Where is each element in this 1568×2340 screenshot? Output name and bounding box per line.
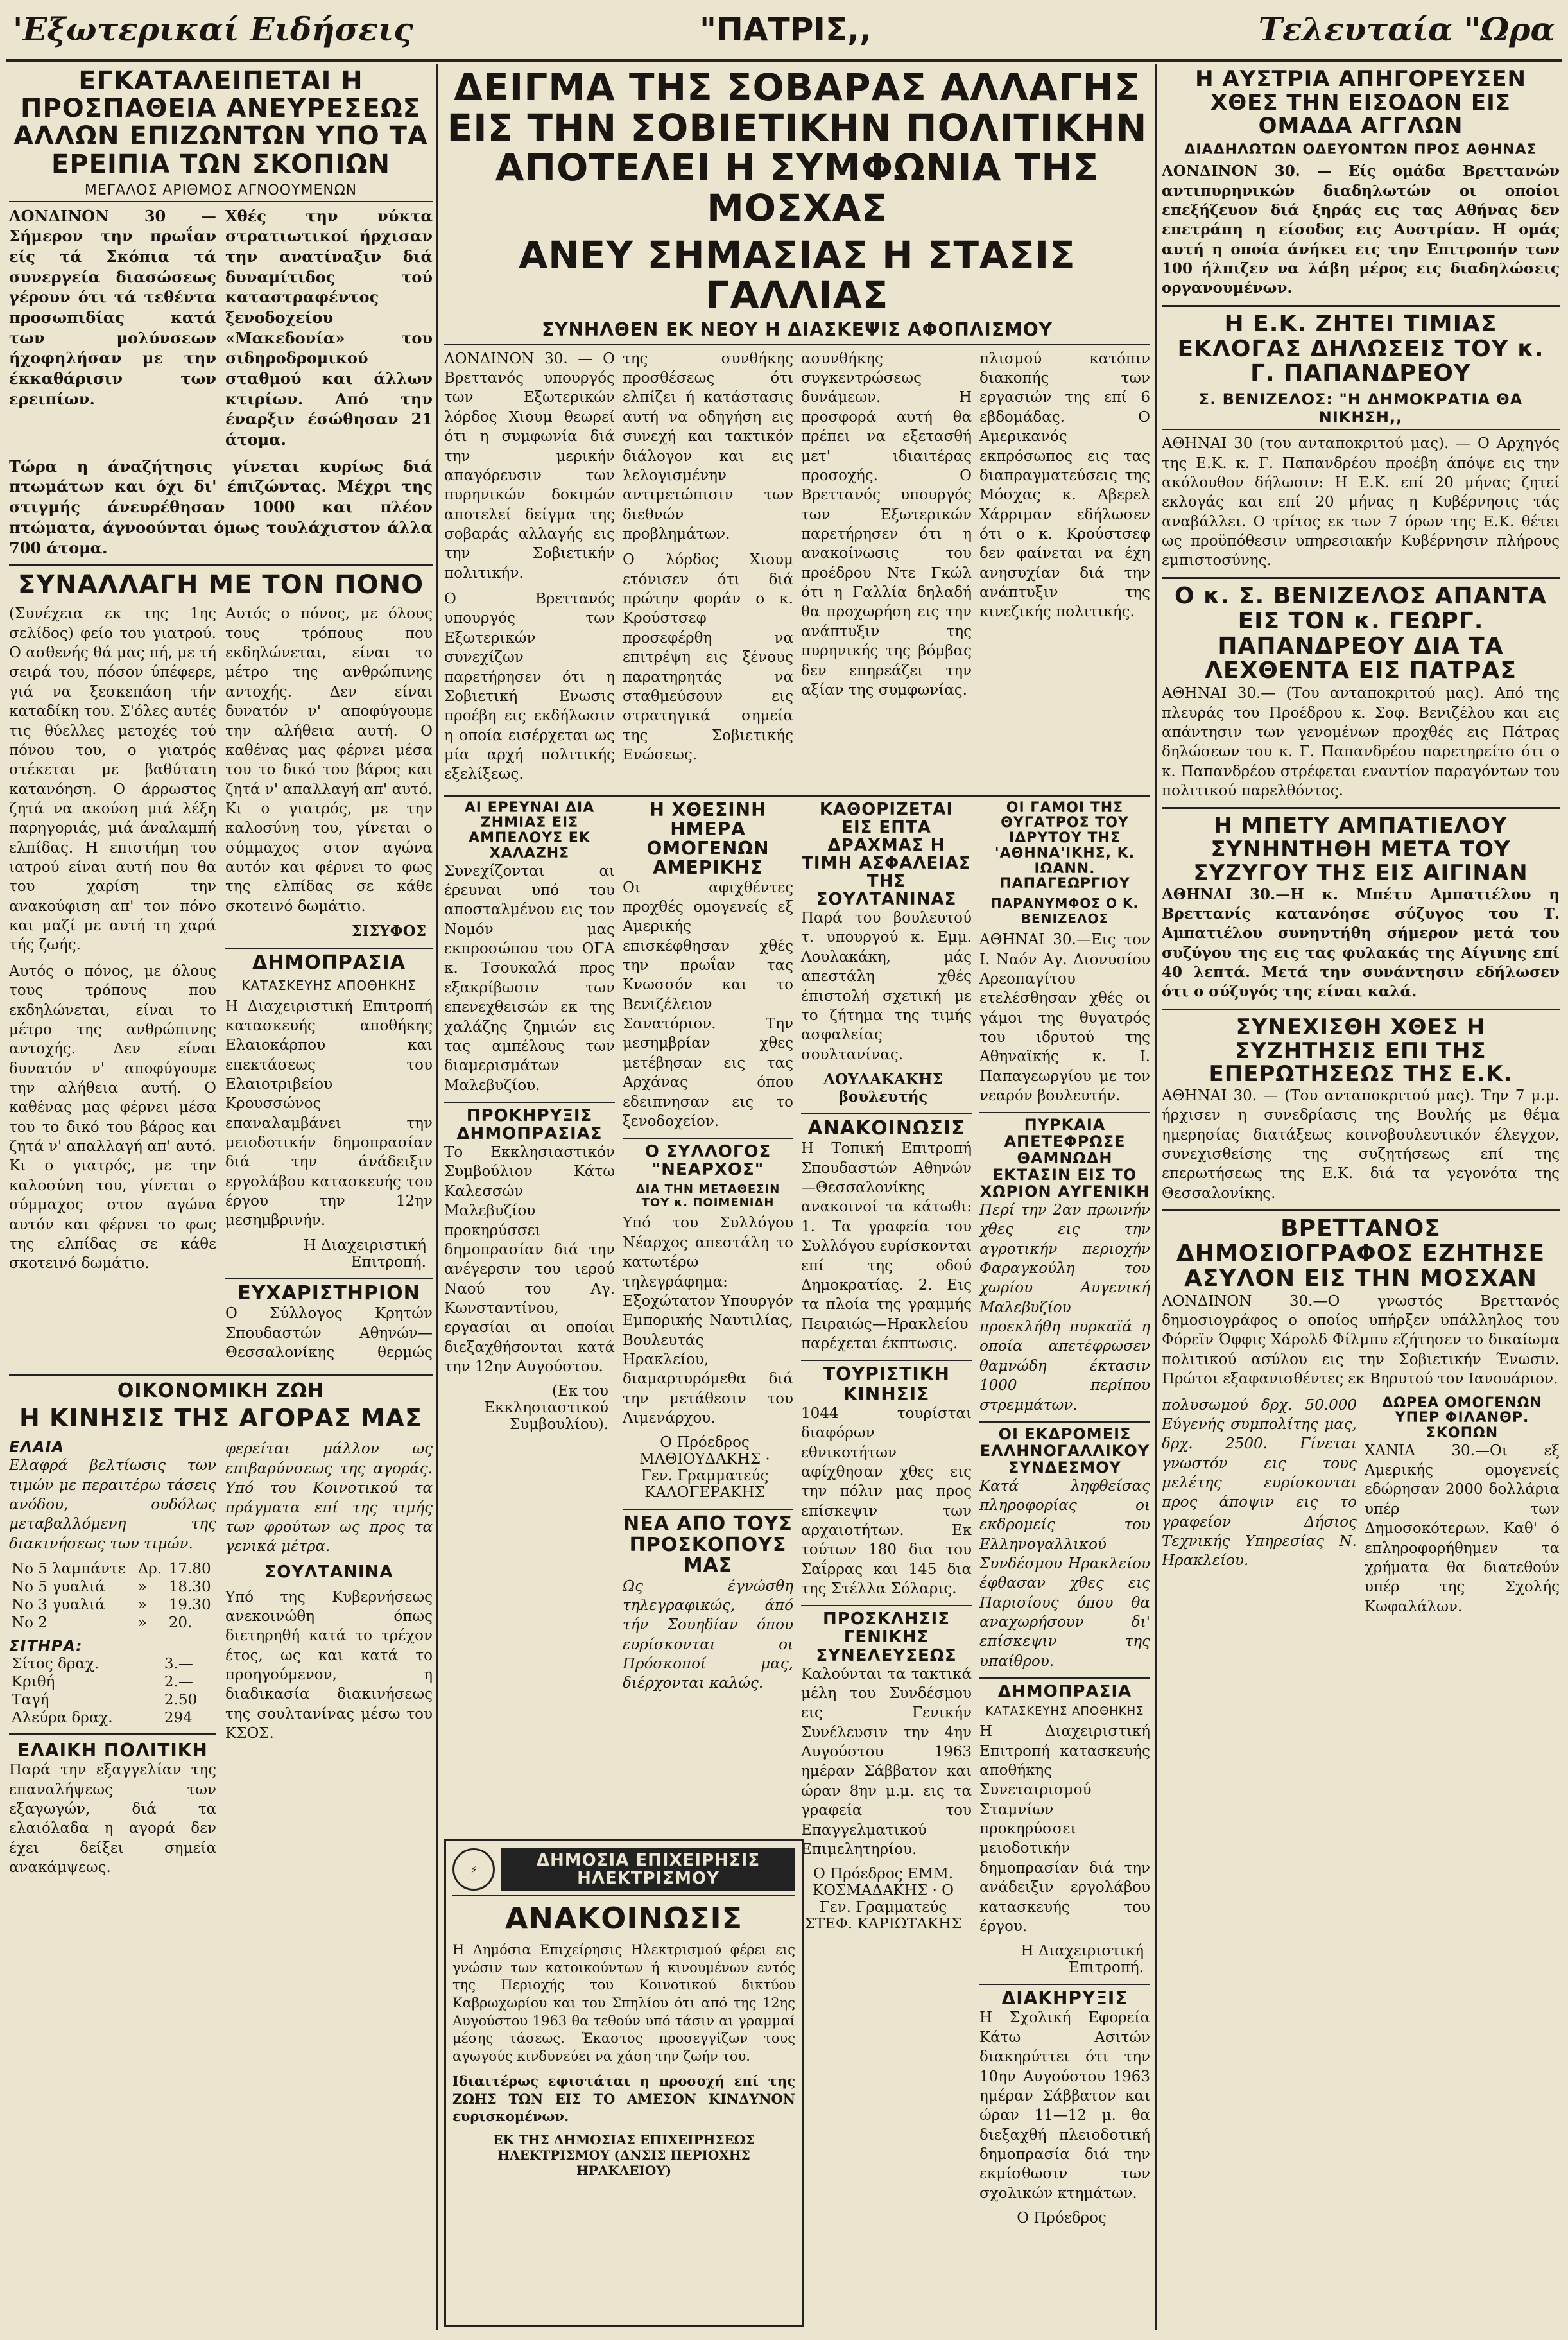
story-signature: Ο Πρόεδρος ΕΜΜ. ΚΟΣΜΑΔΑΚΗΣ · Ο Γεν. Γραμματεύς ΣΤΕΦ. ΚΑΡΙΩΤΑΚΗΣ	[804, 1866, 962, 1933]
section-label-foreign-news: 'Εξωτερικαί Ειδήσεις	[13, 10, 413, 48]
subhead-missing: ΜΕΓΑΛΟΣ ΑΡΙΘΜΟΣ ΑΓΝΟΟΥΜΕΝΩΝ	[9, 182, 433, 202]
ad-text: Η Διαχειριστική Επιτροπή κατασκευής αποθήκης Ελαιοκάρπου και επεκτάσεως του Ελαιοτριβείου Κρουσσώνος επαναλαμβάνει την μειοδοτικήν δημοπρασίαν διά την άνάδειξιν εργολάβου κατασκευής του έργου την 12ην μεσημβρινήν.	[225, 998, 433, 1229]
article-text: Χθές την νύκτα στρατιωτικοί ήρχισαν την ανατίναξιν διά δυναμίτιδος τού καταστραφέντος ξενοδοχείου «Μακεδονία» του σιδηροδρομικού σταθμού και άλλων κτιρίων. Από την έναρξιν έσώθησαν 21 άτομα.	[225, 206, 433, 449]
sultana-title: ΣΟΥΛΤΑΝΙΝΑ	[264, 1562, 393, 1582]
ad-text: Η Σχολική Εφορεία Κάτω Ασιτών διακηρύττει ότι την 10ην Αυγούστου 1963 ημέραν Σάββατον και ώραν 11—12 μ. θα διεξαχθή πλειοδοτική δημοπρασία διά την εκμίσθωσιν των σχολικών κτημάτων.	[979, 2009, 1150, 2202]
sultana-text: Υπό της Κυβερνήσεως ανεκοινώθη όπως διετηρηθή κατά το τρέχον έτος, ως και κατά το προηγούμενον, η διαδικασία διακινήσεως της σουλτανίνας μέσω του ΚΣΟΣ.	[225, 1588, 433, 1742]
ad-title: ΔΗΜΟΠΡΑΣΙΑ	[997, 1682, 1132, 1702]
headline-ek-elections: Η Ε.Κ. ΖΗΤΕΙ ΤΙΜΙΑΣ ΕΚΛΟΓΑΣ ΔΗΛΩΣΕΙΣ ΤΟΥ κ. Γ. ΠΑΠΑΝΔΡΕΟΥ	[1177, 310, 1544, 387]
story-title: ΝΕΑ ΑΠΟ ΤΟΥΣ ΠΡΟΣΚΟΠΟΥΣ ΜΑΣ	[623, 1512, 793, 1577]
announcement-title: ΑΝΑΚΟΙΝΩΣΙΣ	[807, 1117, 965, 1140]
market-section	[9, 1374, 433, 2330]
ad-subtitle: ΚΑΤΑΣΚΕΥΗΣ ΑΠΟΘΗΚΗΣ	[241, 977, 417, 993]
ad-subtitle: ΚΑΤΑΣΚΕΥΗΣ ΑΠΟΘΗΚΗΣ	[985, 1704, 1144, 1719]
headline-philby: ΒΡΕΤΤΑΝΟΣ ΔΗΜΟΣΙΟΓΡΑΦΟΣ ΕΖΗΤΗΣΕ ΑΣΥΛΟΝ ΕΙΣ ΤΗΝ ΜΟΣΧΑΝ	[1176, 1215, 1546, 1292]
article-text: πολυσωμού δρχ. 50.000 Εύγενής συμπολίτης μας, δρχ. 2500. Γίνεται γνωστόν εις τους μελέτης ευρίσκονται προς άποψιν εις το γραφείον Δήσιος Τεχνικής Υπηρεσίας Ν. Ηρακλείου.	[1162, 1396, 1357, 1570]
story-text: Υπό του Συλλόγου Νέαρχος απεστάλη το κατωτέρω τηλεγράφημα: Εξοχώτατον Υπουργόν Εμπορικής Ναυτιλίας, Βουλευτάς Ηρακλείου, διαμαρτυρόμεθα διά την μετάθεσιν του Λιμενάρχου.	[623, 1215, 793, 1427]
story-text: Οι αφιχθέντες προχθές ομογενείς εξ Αμερικής επισκέφθησαν χθές την πρωΐαν τας Κνωσσόν και το Βενιζέλειον Σανατόριον. Την μεσημβρίαν χθες μετέβησαν εις τας Αρχάνας όπου εδειπνησαν εις το ξενοδοχείον.	[623, 879, 793, 1130]
column-divider	[436, 64, 438, 2330]
article-text: πλισμού κατόπιν διακοπής των εργασιών της επί 6 εβδομάδας. Ο Αμερικανός εκπρόσωπος εις τας διαπραγματεύσεις της Μόσχας κ. Αβερελ Χάρριμαν εδήλωσεν ότι ο κ. Κρούστσεφ δεν φαίνεται να έχη ανησυχίαν διά την ανάπτυξιν της κινεζικής πολιτικής.	[979, 350, 1150, 621]
table-row: Νο 5 λαμπάντε Δρ. 17.80	[12, 1561, 211, 1578]
story-text: Ως έγνώσθη τηλεγραφικώς, άπό τήν Σουηδίαν όπου ευρίσκονται οι Πρόσκοποί μας, διέρχονται καλώς.	[623, 1577, 793, 1692]
ad-signature: Η Διαχειριστική Επιτροπή.	[303, 1236, 426, 1270]
article-text: ΛΟΝΔΙΝΟΝ 30.—Ο γνωστός Βρεττανός δημοσιογράφος ο οποίος υπήρξεν υπάλληλος του Φόρεϊν Όφφις Χάρολδ Φίλμπυ εζήτησεν το δικαίωμα πολιτικού ασύλου εις την Σοβιετικήν Ένωσιν. Πρώτοι εξαφανισθέντες εκ Βηρυτού τον Ιανουάριον.	[1162, 1292, 1560, 1388]
ad-signature: Η Διαχειριστική Επιτροπή.	[1021, 1943, 1144, 1977]
article-text: ΑΘΗΝΑΙ 30 (του ανταποκριτού μας). — Ο Αρχηγός της Ε.Κ. κ. Γ. Παπανδρέου προέβη άπόψε εις την ακόλουθον δήλωσιν: Η Ε.Κ. επί 20 μήνας ζητεί εκλογάς και επί 20 μήνας η Κυβέρνησις τάς αναβάλλει. Ο τρίτος εκ των 7 όρων της Ε.Κ. θέτει ως προϋπόθεσιν υπηρεσιακήν Κυβέρνησιν πλήρους εμπιστοσύνης.	[1162, 435, 1560, 569]
table-row: Νο 3 γυαλιά » 19.30	[12, 1597, 211, 1614]
story-text: ΧΑΝΙΑ 30.—Οι εξ Αμερικής ομογενείς εδώρησαν 2000 δολλάρια υπέρ των Δημοσοκότερων. Καθ' ό επληροφορήθημεν τα χρήματα θα διατεθούν υπέρ της Σχολής Κωφαλάλων.	[1365, 1442, 1560, 1615]
market-text: φερείται μάλλον ως επιβαρύνσεως της αγοράς. Υπό του Κοινοτικού τα πράγματα επί της τιμής των φρούτων ως προς τα γενικά μέτρα.	[225, 1441, 433, 1556]
oil-text: Ελαφρά βελτίωσις των τιμών με περαιτέρω τάσεις ανόδου, ουδόλως μεταβαλλόμενη της διακινήσεως των τιμών.	[9, 1457, 216, 1552]
story-subtitle: ΠΑΡΑΝΥΜΦΟΣ Ο Κ. ΒΕΝΙΖΕΛΟΣ	[990, 896, 1139, 927]
story-signature: (Εκ του Εκκλησιαστικού Συμβουλίου).	[484, 1383, 608, 1434]
story-signature: ΛΟΥΛΑΚΑΚΗΣ βουλευτής	[823, 1071, 943, 1105]
dei-logo-icon: ⚡	[452, 1848, 495, 1891]
newspaper-title: "ΠΑΤΡΙΣ,,	[700, 11, 872, 48]
headline-ambatielou: Η ΜΠΕΤΥ ΑΜΠΑΤΙΕΛΟΥ ΣΥΝΗΝΤΗΘΗ ΜΕΤΑ ΤΟΥ ΣΥΖΥΓΟΥ ΤΗΣ ΕΙΣ ΑΙΓΙΝΑΝ	[1193, 813, 1528, 886]
story-title: Ο ΣΥΛΛΟΓΟΣ "ΝΕΑΡΧΟΣ"	[644, 1142, 771, 1180]
story-title: ΟΙ ΓΑΜΟΙ ΤΗΣ ΘΥΓΑΤΡΟΣ ΤΟΥ ΙΔΡΥΤΟΥ ΤΗΣ 'ΑΘΗΝΑ'ΙΚΗΣ, Κ. ΙΩΑΝΝ. ΠΑΠΑΓΕΩΡΓΙΟΥ	[994, 799, 1135, 892]
headline-skopje: ΕΓΚΑΤΑΛΕΙΠΕΤΑΙ Η ΠΡΟΣΠΑΘΕΙΑ ΑΝΕΥΡΕΣΕΩΣ ΑΛΛΩΝ ΕΠΙΖΩΝΤΩΝ ΥΠΟ ΤΑ ΕΡΕΙΠΙΑ ΤΩΝ ΣΚΟΠΙΩΝ	[13, 67, 428, 179]
article-signature: ΣΙΣΥΦΟΣ	[351, 923, 426, 940]
article-text: ΑΘΗΝΑΙ 30.— (Του ανταποκριτού μας). Από της πλευράς του Προέδρου κ. Σοφ. Βενιζέλου και εις απάντησιν των γενομένων προχθές εις Πάτρας δηλώσεων του κ. Γ. Παπανδρέου παρετηρείτο ότι ο κ. Παπανδρέου στρέφεται εναντίον παραγόντων του πολιτικού παρελθόντος.	[1162, 685, 1560, 800]
story-text: Περί την 2αν πρωινήν χθες εις την αγροτικήν περιοχήν Φαραγκούλη του χωρίου Αυγενική Μαλεβυζίου προεκλήθη πυρκαϊά η οποία απετέφρωσεν θαμνώδη έκτασιν 1000 περίπου στρεμμάτων.	[979, 1201, 1150, 1414]
ad-title: ΔΙΑΚΗΡΥΞΙΣ	[1001, 1988, 1128, 2009]
oil-price-table	[9, 1560, 216, 1632]
story-text: Παρά του βουλευτού τ. υπουργού κ. Εμμ. Λουλακάκη, μάς απεστάλη χθές έπιστολή σχετική με το ζήτημα της τιμής ασφαλείας σουλτανίνας.	[801, 910, 972, 1063]
story-text: Το Εκκλησιαστικόν Συμβούλιον Κάτω Καλεσσών Μαλεβυζίου προκηρύσσει δημοπρασίαν διά την ανέγερσιν του ιερού Ναού του Αγ. Κωνσταντίνου, εργασίαι αι οποίαι διεξαχθήσονται κατά την 12ην Αυγούστου.	[444, 1144, 615, 1376]
article-text: Αυτός ο πόνος, με όλους τους τρόπους που εκδηλώνεται, είναι το μέτρο της ανθρώπινης αντοχής. Δεν είναι δυνατόν ν' αποφύγουμε την αλήθεια αυτή. Ο καθένας μας φέρνει μέσα του το δικό του βάρος και ζητά ν' απαλλαγή απ' αυτό. Κι ο γιατρός, με την καλοσύνη του, γίνεται ο σύμμαχος στον αγώνα αυτόν και φέρνει το φως της ελπίδας σε κάθε σκοτεινό δωμάτιο.	[225, 605, 433, 915]
electricity-warning: Ιδιαιτέρως εφιστάται η προσοχή επί της ΖΩΗΣ ΤΩΝ ΕΙΣ ΤΟ ΑΜΕΣΟΝ ΚΙΝΔΥΝΟΝ ευρισκομένων.	[452, 2072, 795, 2125]
table-row: Σίτος δραχ. 3.—	[12, 1656, 193, 1673]
column-divider	[1155, 64, 1157, 2330]
electricity-title: ΔΗΜΟΣΙΑ ΕΠΙΧΕΙΡΗΣΙΣ ΗΛΕΚΤΡΙΣΜΟΥ	[501, 1848, 795, 1891]
story-title: ΔΩΡΕΑ ΟΜΟΓΕΝΩΝ ΥΠΕΡ ΦΙΛΑΝΘΡ. ΣΚΟΠΩΝ	[1382, 1394, 1542, 1442]
article-text: ΛΟΝΔΙΝΟΝ 30. — Είς ομάδα Βρεττανών αντιπυρηνικών διαδηλωτών οι οποίοι επεξήζευον διά ξηράς εις τας Αθήνας δεν επετράπη η είσοδος εις Αυστρίαν. Η ομάς αυτή η οποία άνήκει εις την Επιτροπήν των 100 ήλπιζεν να λάβη μέρος εις διαδηλώσεις οργανουμένων.	[1162, 162, 1560, 297]
section-label-latest-news: Τελευταία "Ωρα	[1258, 10, 1555, 48]
article-text: ΑΘΗΝΑΙ 30. — (Του ανταποκριτού μας). Την 7 μ.μ. ήρχισεν η συνεδρίασις της Βουλής με θέμα ημερησίας διατάξεως κοινοβουλευτικόν έλεγχον, συνεχισθείσης της συζητήσεως επί της επερωτήσεως της Ε.Κ. διά τα γεγονότα της Θεσσαλονίκης.	[1162, 1087, 1560, 1202]
header-rule	[6, 59, 1562, 62]
main-headline-line1: ΔΕΙΓΜΑ ΤΗΣ ΣΟΒΑΡΑΣ ΑΛΛΑΓΗΣ	[454, 67, 1141, 109]
article-text: Ο Βρεττανός υπουργός των Εξωτερικών συνεχίζων παρετήρησεν ότι η Σοβιετική Ενωσις προέβη εις εκδήλωσιν η οποία εισέρχεται ως μία αρχή πολιτικής εξελίξεως.	[444, 591, 615, 783]
story-title: ΚΑΘΟΡΙΖΕΤΑΙ ΕΙΣ ΕΠΤΑ ΔΡΑΧΜΑΣ Η ΤΙΜΗ ΑΣΦΑΛΕΙΑΣ ΤΗΣ ΣΟΥΛΤΑΝΙΝΑΣ	[802, 799, 971, 910]
story-text: 1044 τουρίσται διαφόρων εθνικοτήτων αφίχθησαν χθες εις την πόλιν μας προς επίσκεψιν των αρχαιοτήτων. Εκ τούτων 180 δια του Σαΐρρας και 145 δια της Στέλλα Σόλαρις.	[801, 1405, 972, 1598]
article-text: Τώρα η άναζήτησις γίνεται κυρίως διά πτωμάτων και όχι δι' έπιζώντας. Μέχρι της στιγμής άνευρέθησαν 1000 και πλέον πτώματα, άγνοούνται όμως τουλάχιστον άλλα 700 άτομα.	[9, 456, 433, 557]
right-column	[1162, 67, 1560, 2330]
article-text: ασυνθήκης συγκεντρώσεως δυνάμεων. Η προσφορά αυτή θα πρέπει να εξετασθή μετ' ιδιαιτέρας προσοχής. Ο Βρεττανός υπουργός των Εξωτερικών παρετήρησεν ότι η ανακοίνωσις του προέδρου Ντε Γκώλ ότι η Γαλλία δηλαδή θα προχωρήση εις την ανάπτυξιν της πυρηνικής της βόμβας δεν επηρεάζει την αξίαν της συμφωνίας.	[801, 350, 972, 698]
story-title: ΠΡΟΣΚΛΗΣΙΣ ΓΕΝΙΚΗΣ ΣΥΝΕΛΕΥΣΕΩΣ	[816, 1609, 957, 1665]
story-text: Καλούνται τα τακτικά μέλη του Συνδέσμου εις Γενικήν Συνέλευσιν την 4ην Αυγούστου 1963 ημέραν Σάββατον και ώραν 8ην μ.μ. εις τα γραφεία του Επαγγελματικού Επιμελητηρίου.	[801, 1665, 972, 1858]
main-headline-line4: ΑΝΕΥ ΣΗΜΑΣΙΑΣ Η ΣΤΑΣΙΣ ΓΑΛΛΙΑΣ	[519, 232, 1076, 317]
electricity-signature: ΕΚ ΤΗΣ ΔΗΜΟΣΙΑΣ ΕΠΙΧΕΙΡΗΣΕΩΣ ΗΛΕΚΤΡΙΣΜΟΥ (ΔΝΣΙΣ ΠΕΡΙΟΧΗΣ ΗΡΑΚΛΕΙΟΥ)	[493, 2132, 755, 2179]
story-subtitle: ΔΙΑ ΤΗΝ ΜΕΤΑΘΕΣΙΝ ΤΟΥ κ. ΠΟΙΜΕΝΙΔΗ	[635, 1183, 780, 1210]
table-row: Ταγή 2.50	[12, 1692, 198, 1709]
subhead-venizelos: Σ. ΒΕΝΙΖΕΛΟΣ: "Η ΔΗΜΟΚΡΑΤΙΑ ΘΑ ΝΙΚΗΣΗ,,	[1162, 390, 1560, 430]
story-text: ΑΘΗΝΑΙ 30.—Εις τον Ι. Ναόν Αγ. Διονυσίου Αρεοπαγίτου ετελέσθησαν χθές οι γάμοι της θυγατρός του ιδρυτού της Αθηναϊκής κ. Ι. Παπαγεωργίου με τον νεαρόν βουλευτήν.	[979, 932, 1150, 1105]
left-column	[9, 67, 433, 1364]
electricity-notice	[444, 1839, 804, 2327]
headline-parliament: ΣΥΝΕΧΙΣΘΗ ΧΘΕΣ Η ΣΥΖΗΤΗΣΙΣ ΕΠΙ ΤΗΣ ΕΠΕΡΩΤΗΣΕΩΣ ΤΗΣ Ε.Κ.	[1209, 1014, 1513, 1088]
ad-title: ΕΥΧΑΡΙΣΤΗΡΙΟΝ	[237, 1281, 420, 1304]
table-row: Νο 2 » 20.	[12, 1615, 193, 1632]
ad-text: Η Διαχειριστική Επιτροπή κατασκευής αποθήκης Συνεταιρισμού Σταμνίων προκηρύσσει μειοδοτικήν δημοπρασίαν διά την ανάδειξιν εργολάβου κατασκευής του έργου.	[979, 1723, 1150, 1935]
electricity-announcement-title: ΑΝΑΚΟΙΝΩΣΙΣ	[504, 1901, 743, 1936]
article-text: της συνθήκης προσθέσεως ότι ελπίζει ή κατάστασις αυτή να οδηγήση εις συνεχή και τακτικόν διάλογον και εις λελογισμένην αντιμετώπισιν των διεθνών προβλημάτων.	[623, 350, 793, 542]
olive-policy-text: Παρά την εξαγγελίαν της επαναλήψεως των εξαγωγών, διά τα ελαιόλαδα η αγορά δεν έχει δείξει σημεία ανακάμψεως.	[9, 1762, 216, 1876]
ad-title: ΔΗΜΟΠΡΑΣΙΑ	[252, 951, 406, 975]
article-text: Ο λόρδος Χιουμ ετόνισεν ότι διά πρώτην φοράν ο κ. Κρούστσεφ προσεφέρθη να επιτρέψη εις ξένους παρατηρητάς να σταθμεύσουν εις στρατηγικά σημεία της Σοβιετικής Ενώσεως.	[623, 551, 793, 763]
story-text: Κατά ληφθείσας πληροφορίας οι εκδρομείς του Ελληνογαλλικού Συνδέσμου Ηρακλείου έφθασαν χθες εις Παρισίους όπου θα αναχωρήσουν δι' επίσκεψιν της υπαίθρου.	[979, 1477, 1150, 1670]
announcement-text: Η Τοπική Επιτροπή Σπουδαστών Αθηνών—Θεσσαλονίκης ανακοινοί τα κάτωθι: 1. Τα γραφεία του Συλλόγου ευρίσκονται επί της οδού Δημοκρατίας. 2. Εις τα πλοία της γραμμής Πειραιώς—Ηρακλείου παρέχεται έκπτωσις.	[801, 1140, 972, 1352]
olive-policy-title: ΕΛΑΙΚΗ ΠΟΛΙΤΙΚΗ	[17, 1740, 208, 1762]
story-title: ΠΥΡΚΑΙΑ ΑΠΕΤΕΦΡΩΣΕ ΘΑΜΝΩΔΗ ΕΚΤΑΣΙΝ ΕΙΣ ΤΟ ΧΩΡΙΟΝ ΑΥΓΕΝΙΚΗ	[979, 1116, 1150, 1201]
story-title: ΟΙ ΕΚΔΡΟΜΕΙΣ ΕΛΛΗΝΟΓΑΛΛΙΚΟΥ ΣΥΝΔΕΣΜΟΥ	[979, 1425, 1150, 1477]
story-title: ΠΡΟΚΗΡΥΞΙΣ ΔΗΜΟΠΡΑΣΙΑΣ	[456, 1105, 603, 1144]
headline-pain: ΣΥΝΑΛΛΑΓΗ ΜΕ ΤΟΝ ΠΟΝΟ	[17, 570, 424, 600]
main-headline-line2: ΕΙΣ ΤΗΝ ΣΟΒΙΕΤΙΚΗΝ ΠΟΛΙΤΙΚΗΝ	[447, 105, 1148, 150]
table-row: Αλεύρα δραχ. 294	[12, 1710, 193, 1727]
headline-austria: Η ΑΥΣΤΡΙΑ ΑΠΗΓΟΡΕΥΣΕΝ ΧΘΕΣ ΤΗΝ ΕΙΣΟΔΟΝ ΕΙΣ ΟΜΑΔΑ ΑΓΓΛΩΝ	[1195, 67, 1526, 139]
ad-signature: Ο Πρόεδρος	[1017, 2210, 1107, 2227]
table-row: Νο 5 γυαλιά » 18.30	[12, 1579, 211, 1596]
market-title: Η ΚΙΝΗΣΙΣ ΤΗΣ ΑΓΟΡΑΣ ΜΑΣ	[19, 1404, 422, 1433]
ad-text: Ο Σύλλογος Κρητών Σπουδαστών Αθηνών—Θεσσαλονίκης θερμώς	[225, 1305, 433, 1361]
center-column	[444, 67, 1150, 2330]
electricity-text: Η Δημόσια Επιχείρησις Ηλεκτρισμού φέρει εις γνώσιν των κατοικούντων ή κινουμένων εντός της Περιοχής του Κοινοτικού δικτύου Καβρωχωρίου και του Σπηλίου ότι από της 12ης Αυγούστου 1963 θα τεθούν υπό τάσιν αι γραμμαί μέσης τάσεως. Έκαστος προσεγγίζων τους αγωγούς κινδυνεύει να χάση την ζωήν του.	[452, 1941, 795, 2065]
subhead-austria: ΔΙΑΔΗΛΩΤΩΝ ΟΔΕΥΟΝΤΩΝ ΠΡΟΣ ΑΘΗΝΑΣ	[1184, 142, 1537, 159]
story-text: Συνεχίζονται αι έρευναι υπό του αποσταλμένου εις τον Νομόν μας εκπροσώπου του ΟΓΑ κ. Τσουκαλά προς εξακρίβωσιν των επενεχθεισών εκ της χαλάζης ζημιών εις τας αμπέλους των διαμερισμάτων Μαλεβυζίου.	[444, 862, 615, 1094]
story-title: ΤΟΥΡΙΣΤΙΚΗ ΚΙΝΗΣΙΣ	[823, 1364, 950, 1405]
main-headline-line3: ΑΠΟΤΕΛΕΙ Η ΣΥΜΦΩΝΙΑ ΤΗΣ ΜΟΣΧΑΣ	[495, 146, 1099, 230]
market-label: ΟΙΚΟΝΟΜΙΚΗ ΖΩΗ	[117, 1380, 325, 1402]
grain-title: ΣΙΤΗΡΑ:	[9, 1637, 83, 1656]
oil-title: ΕΛΑΙΑ	[9, 1438, 65, 1457]
article-text: Αυτός ο πόνος, με όλους τους τρόπους που εκδηλώνεται, είναι το μέτρο της ανθρώπινης αντοχής. Δεν είναι δυνατόν ν' αποφύγουμε την αλήθεια αυτή. Ο καθένας μας φέρνει μέσα του το δικό του βάρος και ζητά ν' απαλλαγή απ' αυτό. Κι ο γιατρός, με την καλοσύνη του, γίνεται ο σύμμαχος στον αγώνα αυτόν και φέρνει το φως της ελπίδας σε κάθε σκοτεινό δωμάτιο.	[9, 962, 216, 1272]
story-title: Η ΧΘΕΣΙΝΗ ΗΜΕΡΑ ΟΜΟΓΕΝΩΝ ΑΜΕΡΙΚΗΣ	[646, 799, 770, 879]
table-row: Κριθή 2.—	[12, 1674, 193, 1691]
article-text: ΑΘΗΝΑΙ 30.—Η κ. Μπέτυ Αμπατιέλου η Βρεττανίς κατανόησε σύζυγος του Τ. Αμπατιέλου συνηντήθη σήμερον μετά του συζύγου της εις τας φυλακάς της Αίγινης επί 40 λεπτά. Μετά την συνάντησιν εδήλωσεν ότι ο σύζυγός της είναι καλά.	[1162, 885, 1560, 1001]
headline-venizelos-reply: Ο κ. Σ. ΒΕΝΙΖΕΛΟΣ ΑΠΑΝΤΑ ΕΙΣ ΤΟΝ κ. ΓΕΩΡΓ. ΠΑΠΑΝΔΡΕΟΥ ΔΙΑ ΤΑ ΛΕΧΘΕΝΤΑ ΕΙΣ ΠΑΤΡΑΣ	[1175, 582, 1547, 684]
article-text: (Συνέχεια εκ της 1ης σελίδος) φείο του γιατρού. Ο ασθενής θά μας πή, με τή σειρά του, πόσον ύπέφερε, γιά να ξεσκεπάση τήν καταδίκη του. Σ'όλες αυτές τις θύελλες μετοχές τού πόνου του, ο γιατρός στέκεται με βαθύτατη κατανόηση. Ο άρρωστος ζητά να ακούση μιά λέξη παρηγοριάς, μιά άναλαμπή ελπίδας. Η επιστήμη του ιατρού είναι αυτή που θα του χαρίση την ανακούφιση απ' τον πόνο και μαζί με αυτή τη χαρά τής ζωής.	[9, 605, 216, 954]
main-subhead: ΣΥΝΗΛΘΕΝ ΕΚ ΝΕΟΥ Η ΔΙΑΣΚΕΨΙΣ ΑΦΟΠΛΙΣΜΟΥ	[444, 319, 1150, 345]
story-title: ΑΙ ΕΡΕΥΝΑΙ ΔΙΑ ΖΗΜΙΑΣ ΕΙΣ ΑΜΠΕΛΟΥΣ ΕΚ ΧΑΛΑΖΗΣ	[464, 799, 595, 862]
grain-price-table	[9, 1655, 216, 1727]
story-signature: Ο Πρόεδρος ΜΑΘΙΟΥΔΑΚΗΣ · Γεν. Γραμματεύς ΚΑΛΟΓΕΡΑΚΗΣ	[639, 1434, 770, 1502]
article-text: ΛΟΝΔΙΝΟΝ 30. — Ο Βρεττανός υπουργός των Εξωτερικών λόρδος Χιουμ θεωρεί ότι η συμφωνία διά την μερικήν απαγόρευσιν των πυρηνικών δοκιμών αποτελεί δείγμα της σοβαράς αλλαγής εις την Σοβιετικήν πολιτικήν.	[444, 350, 615, 582]
article-text: ΛΟΝΔΙΝΟΝ 30 —Σήμερον την πρωΐαν είς τά Σκόπια τά συνεργεία διασώσεως γέρουν ότι τά τεθέντα προσωπιδίας κατά των μολύνσεων ήχοφηλήσαν με την έκκαθάρισιν των ερειπίων.	[9, 206, 216, 408]
